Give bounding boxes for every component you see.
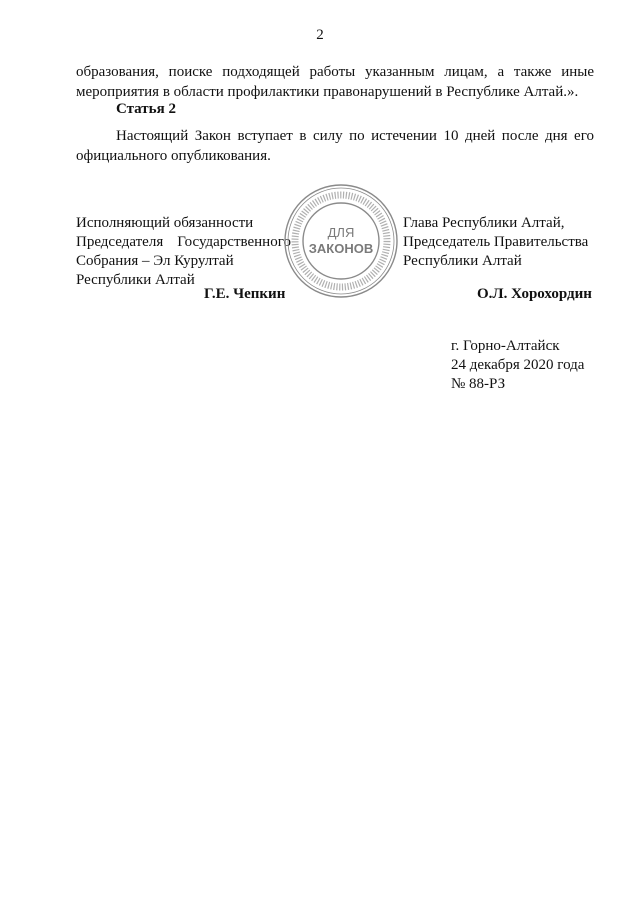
text-line: Глава Республики Алтай, (403, 215, 565, 231)
text-line: Собрания – Эл Курултай (76, 253, 234, 269)
article-heading: Статья 2 (116, 101, 176, 117)
place-date-block (451, 337, 584, 394)
text-line: Председателя Государственного (76, 234, 291, 250)
text-line: образования, поиске подходящей работы указанным лицам, а также иные (76, 64, 594, 80)
text-line: Республики Алтай (76, 272, 195, 288)
stamp-text-line-1: ДЛЯ (327, 225, 355, 240)
stamp-text-line-2: ЗАКОНОВ (308, 241, 374, 256)
signature-right-title (403, 214, 598, 271)
paragraph-continuation (76, 62, 594, 102)
text-line: Настоящий Закон вступает в силу по истечении 10 дней после дня его (116, 128, 594, 144)
text-line: официального опубликования. (76, 148, 271, 164)
law-number: № 88-РЗ (451, 376, 506, 392)
signature-left-title (76, 214, 291, 290)
city: г. Горно-Алтайск (451, 338, 560, 354)
text-line: Исполняющий обязанности (76, 215, 254, 231)
paragraph-article-2 (76, 126, 594, 166)
signature-right-name: О.Л. Хорохордин (477, 286, 592, 302)
text-line: Председатель Правительства (403, 234, 589, 250)
signature-left-name: Г.Е. Чепкин (204, 286, 286, 302)
text-line: мероприятия в области профилактики правонарушений в Республике Алтай.». (76, 84, 579, 100)
official-stamp (282, 182, 400, 300)
date: 24 декабря 2020 года (451, 357, 585, 373)
text-line: Республики Алтай (403, 253, 522, 269)
page-number: 2 (316, 27, 324, 43)
